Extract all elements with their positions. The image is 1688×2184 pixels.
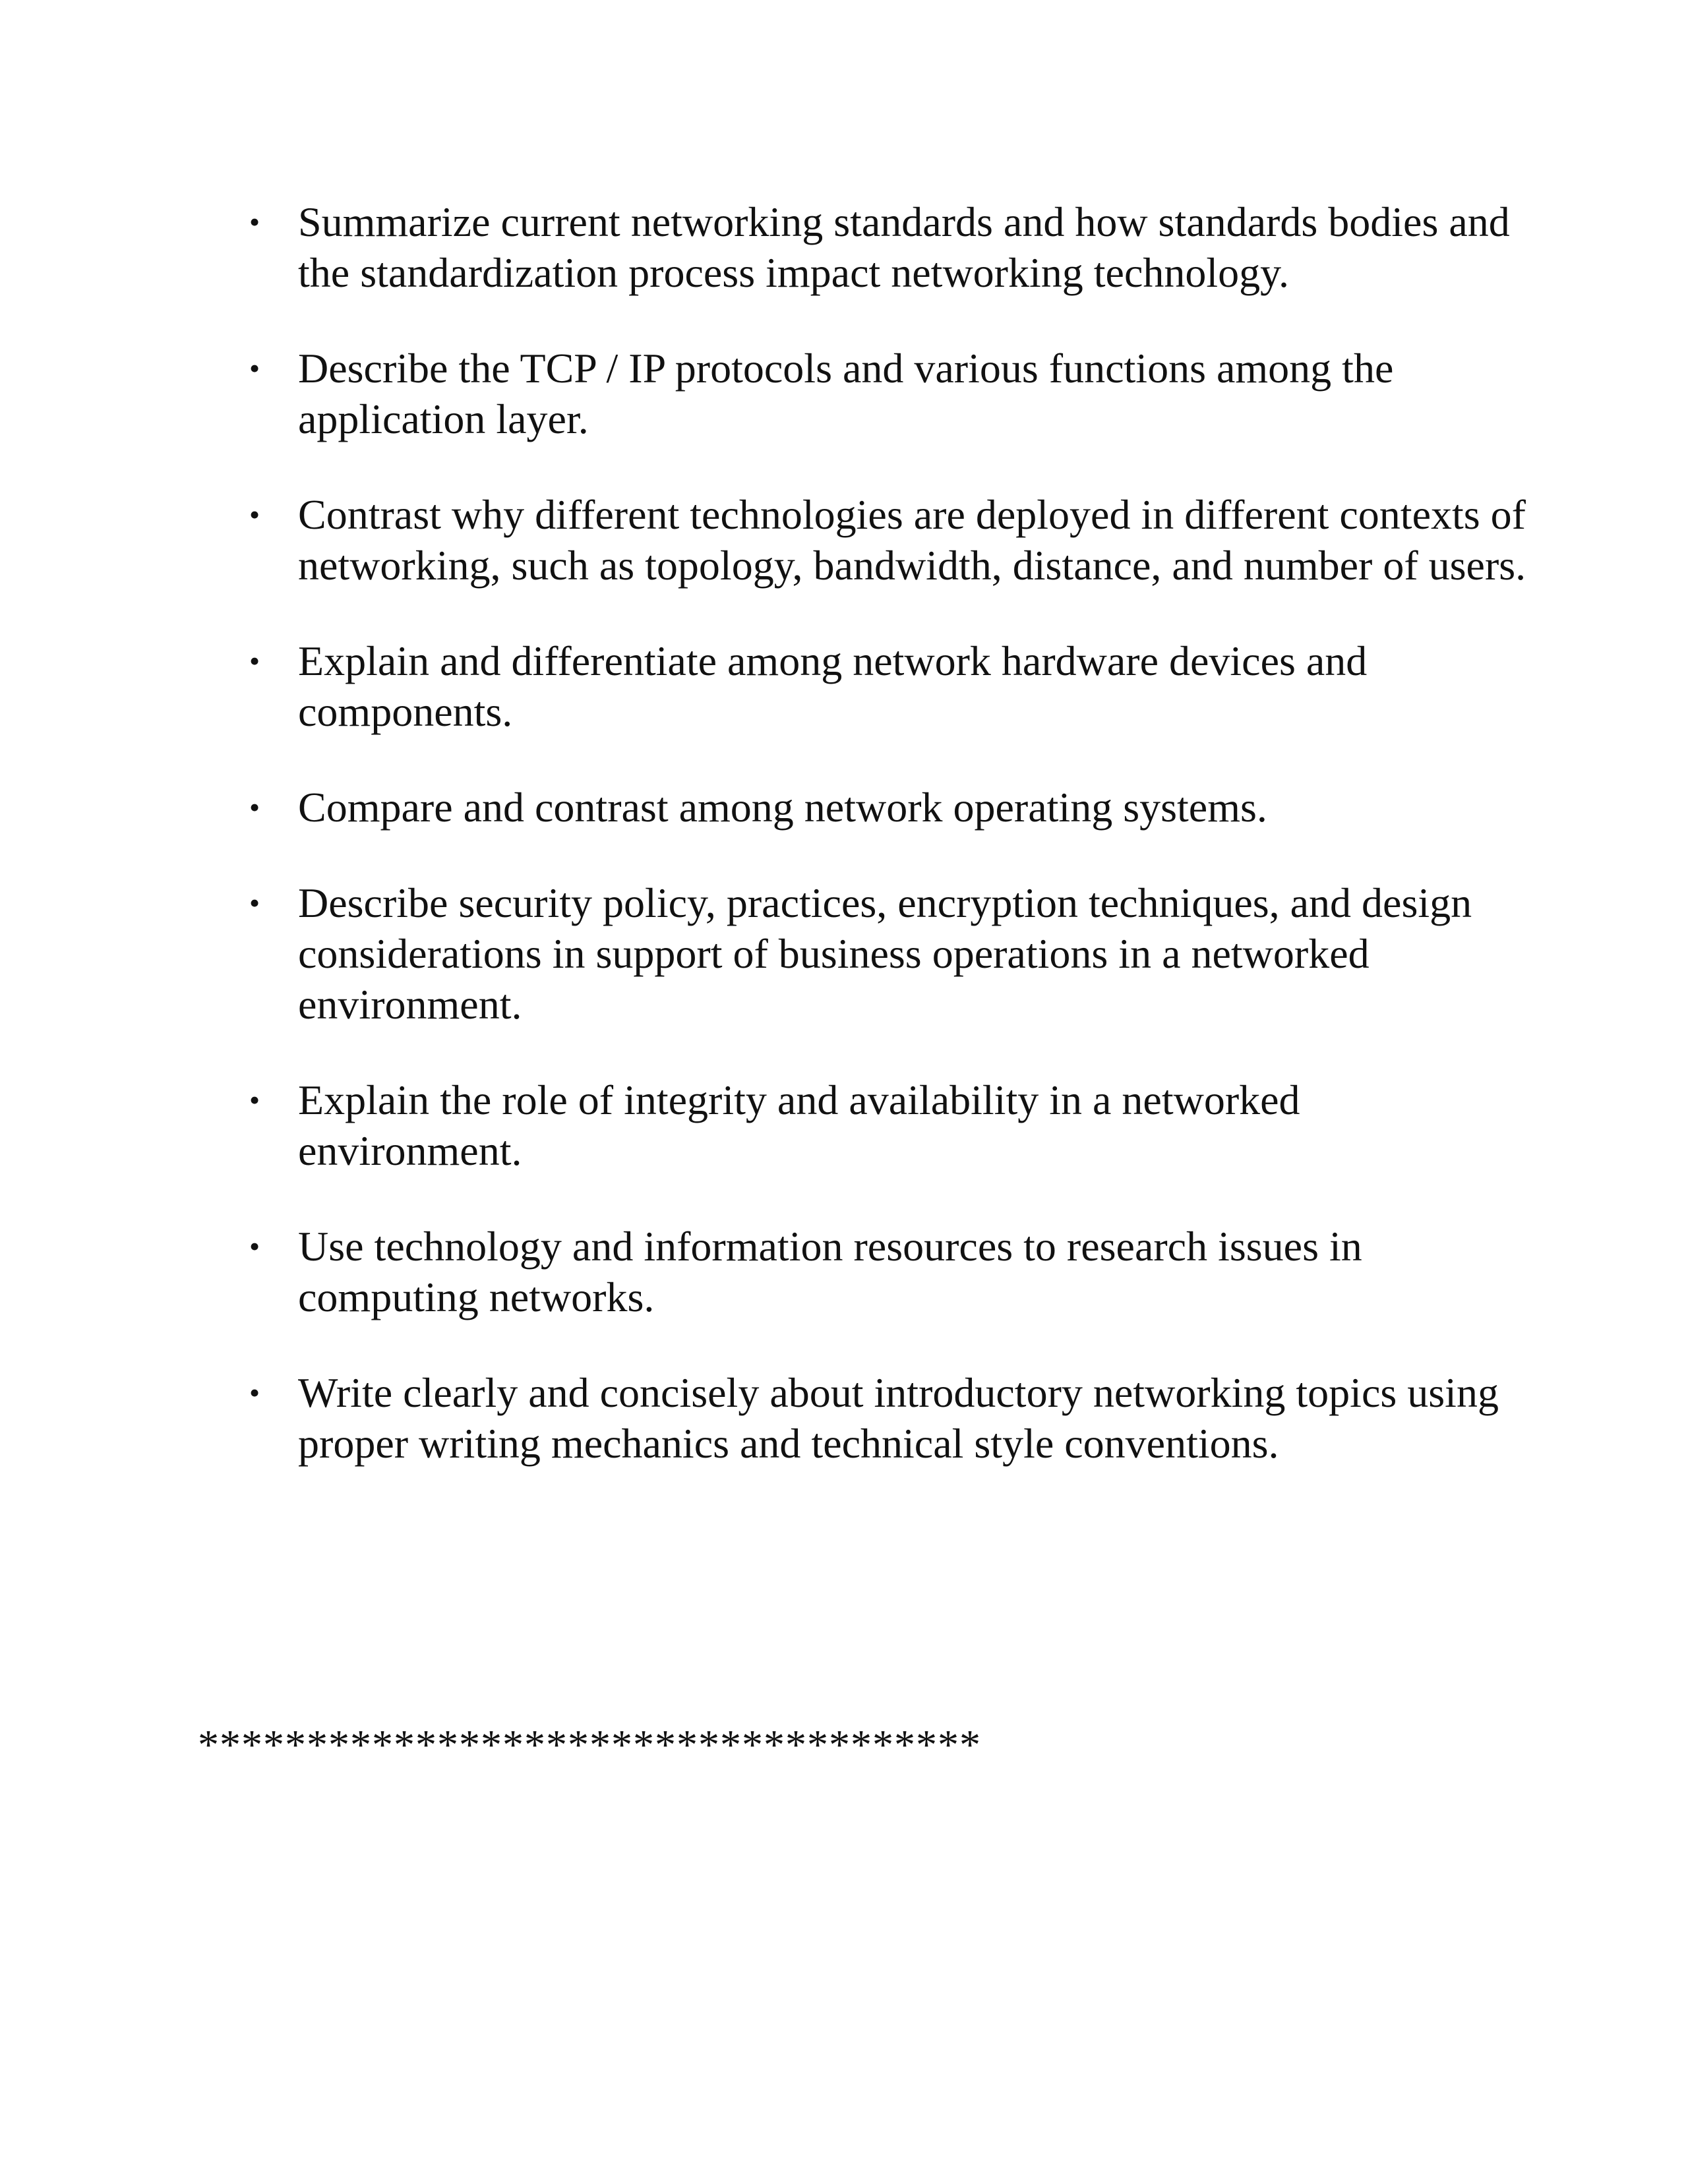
objective-item: [198, 877, 1530, 1030]
asterisk-divider: ************************************: [198, 1721, 981, 1768]
bullet-icon: •: [249, 1083, 260, 1117]
objective-text: Summarize current networking standards and how standards bodies and the standardization process impact networking technology.: [298, 198, 1510, 296]
bullet-icon: •: [249, 790, 260, 824]
objective-item: [198, 1221, 1530, 1322]
bullet-icon: •: [249, 644, 260, 678]
objective-text: Use technology and information resources to research issues in computing networks.: [298, 1223, 1362, 1320]
objective-item: [198, 489, 1530, 591]
objectives-list: [198, 196, 1530, 1469]
objective-text: Compare and contrast among network operating systems.: [298, 784, 1267, 831]
objective-item: [198, 196, 1530, 298]
bullet-icon: •: [249, 351, 260, 385]
objective-item: [198, 1075, 1530, 1176]
objective-item: [198, 782, 1530, 833]
objective-text: Explain and differentiate among network hardware devices and components.: [298, 637, 1368, 735]
bullet-icon: •: [249, 205, 260, 239]
objective-item: [198, 343, 1530, 444]
objective-text: Contrast why different technologies are deployed in different contexts of networking, such as topology, bandwidth, distance, and number of users.: [298, 491, 1526, 589]
objective-item: [198, 1367, 1530, 1469]
objective-text: Write clearly and concisely about introductory networking topics using proper writing mechanics and technical style conventions.: [298, 1369, 1499, 1467]
objective-text: Describe security policy, practices, encryption techniques, and design considerations in support of business operations in a networked environment.: [298, 879, 1472, 1028]
bullet-icon: •: [249, 1229, 260, 1263]
bullet-icon: •: [249, 1376, 260, 1409]
bullet-icon: •: [249, 498, 260, 531]
objective-text: Explain the role of integrity and availability in a networked environment.: [298, 1077, 1300, 1174]
bullet-icon: •: [249, 886, 260, 920]
objective-text: Describe the TCP / IP protocols and various functions among the application layer.: [298, 345, 1394, 442]
objective-item: [198, 635, 1530, 737]
